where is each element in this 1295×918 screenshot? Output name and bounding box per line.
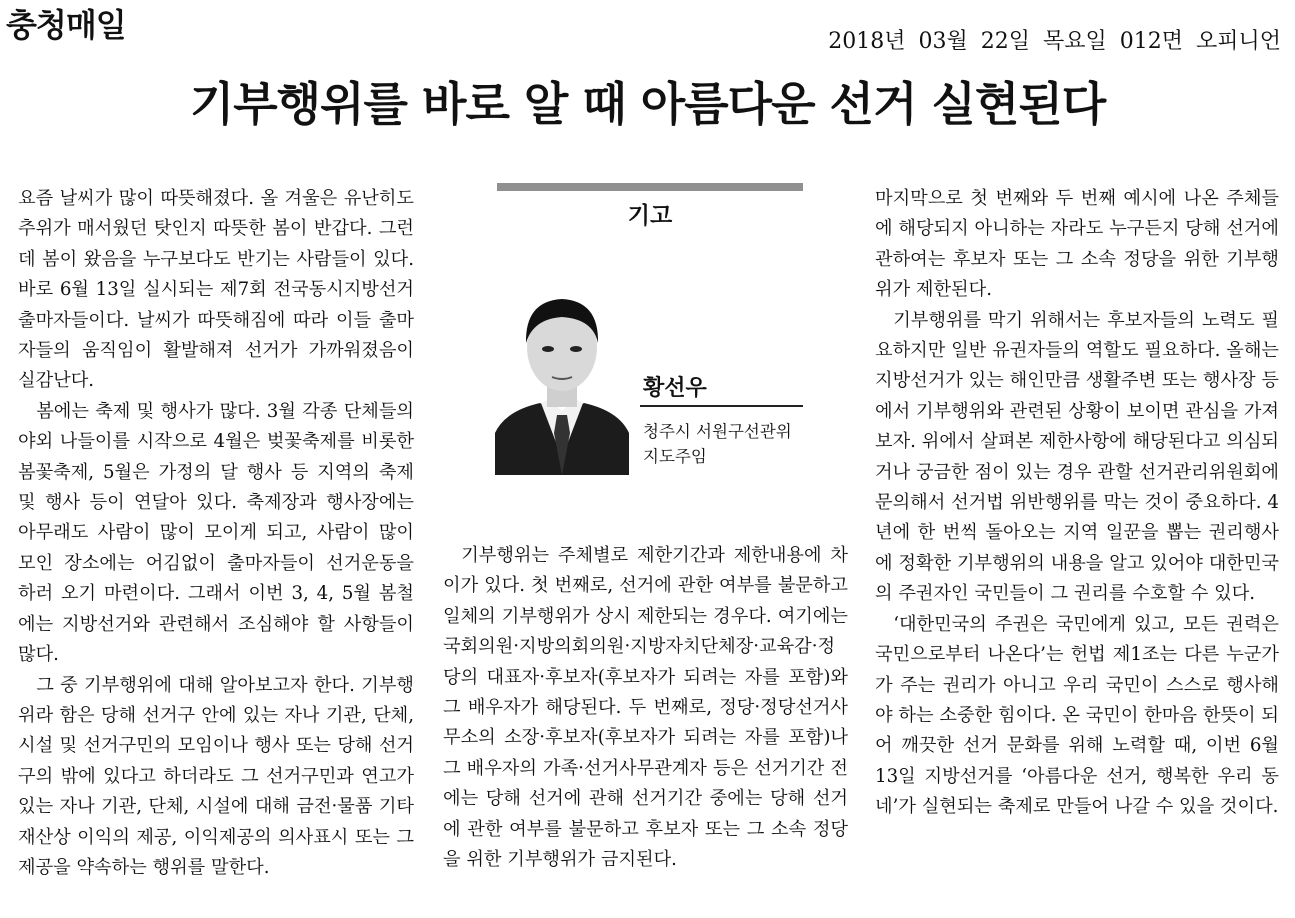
- newspaper-masthead: 충청매일: [6, 6, 126, 44]
- paragraph: ‘대한민국의 주권은 국민에게 있고, 모든 권력은 국민으로부터 나온다’는 헌법 제1조는 다른 누군가가 주는 권리가 아니고 우리 국민이 스스로 행사해야 하는 소중한 힘이다. 온 국민이 한마음 한뜻이 되어 깨끗한 선거 문화를 위해 노력할 때, 이번 6월 13일 지방선거를 ‘아름다운 선거, 행복한 우리 동네’가 실현되는 축제로 만들어 나갈 수 있을 것이다.: [875, 613, 1279, 818]
- author-name: 황선우: [643, 376, 707, 401]
- section-label: 기고: [627, 203, 673, 229]
- paragraph: 요즘 날씨가 많이 따뜻해졌다. 올 겨울은 유난히도 추위가 매서웠던 탓인지 따뜻한 봄이 반갑다. 그런데 봄이 왔음을 누구보다도 반기는 사람들이 있다. 바로 6월 13일 실시되는 제7회 전국동시지방선거 출마자들이다. 날씨가 따뜻해짐에 따라 이들 출마자들의 움직임이 활발해져 선거가 가까워졌음이 실감난다.: [18, 188, 414, 392]
- author-divider: [640, 405, 803, 407]
- article-column-3: [875, 184, 1279, 823]
- author-title-line: 청주시 서원구선관위: [643, 422, 792, 441]
- article-headline: 기부행위를 바로 알 때 아름다운 선거 실현된다: [189, 77, 1106, 131]
- author-portrait-image: [495, 283, 629, 475]
- author-title-line: 지도주임: [643, 447, 707, 466]
- dateline: 2018년 03월 22일 목요일 012면 오피니언: [828, 29, 1281, 54]
- author-title: [643, 419, 808, 469]
- paragraph: 기부행위를 막기 위해서는 후보자들의 노력도 필요하지만 일반 유권자들의 역할도 필요하다. 올해는 지방선거가 있는 해인만큼 생활주변 또는 행사장 등에서 기부행위와 관련된 상황이 보이면 관심을 가져보자. 위에서 살펴본 제한사항에 해당된다고 의심되거나 궁금한 점이 있는 경우 관할 선거관리위원회에 문의해서 선거법 위반행위를 막는 것이 중요하다. 4년에 한 번씩 돌아오는 지역 일꾼을 뽑는 권리행사에 정확한 기부행위의 내용을 알고 있어야 대한민국의 주권자인 국민들이 그 권리를 수호할 수 있다.: [875, 309, 1279, 605]
- paragraph: 기부행위는 주체별로 제한기간과 제한내용에 차이가 있다. 첫 번째로, 선거에 관한 여부를 불문하고 일체의 기부행위가 상시 제한되는 경우다. 여기에는 국회의원·지방의회의원·지방자치단체장·교육감·정당의 대표자·후보자(후보자가 되려는 자를 포함)와 그 배우자가 해당된다. 두 번째로, 정당·정당선거사무소의 소장·후보자(후보자가 되려는 자를 포함)나 그 배우자의 가족·선거사무관계자 등은 선거기간 전에는 당해 선거에 관해 선거기간 중에는 당해 선거에 관한 여부를 불문하고 후보자 또는 그 소속 정당을 위한 기부행위가 금지된다.: [443, 545, 848, 871]
- article-column-1: [18, 184, 414, 883]
- paragraph: 마지막으로 첫 번째와 두 번째 예시에 나온 주체들에 해당되지 아니하는 자라도 누구든지 당해 선거에 관하여는 후보자 또는 그 소속 정당을 위한 기부행위가 제한된다.: [875, 188, 1279, 301]
- section-divider: [497, 183, 803, 191]
- paragraph: 봄에는 축제 및 행사가 많다. 3월 각종 단체들의 야외 나들이를 시작으로 4월은 벚꽃축제를 비롯한 봄꽃축제, 5월은 가정의 달 행사 등 지역의 축제 및 행사 등이 연달아 있다. 축제장과 행사장에는 아무래도 사람이 많이 모이게 되고, 사람이 많이 모인 장소에는 어김없이 출마자들이 선거운동을 하러 오기 마련이다. 그래서 이번 3, 4, 5월 봄철에는 지방선거와 관련해서 조심해야 할 사항들이 많다.: [18, 400, 414, 666]
- article-column-2: [443, 541, 848, 875]
- author-photo: [495, 283, 629, 475]
- paragraph: 그 중 기부행위에 대해 알아보고자 한다. 기부행위라 함은 당해 선거구 안에 있는 자나 기관, 단체, 시설 및 선거구민의 모임이나 행사 또는 당해 선거구의 밖에 있다고 하더라도 그 선거구민과 연고가 있는 자나 기관, 단체, 시설에 대해 금전·물품 기타 재산상 이익의 제공, 이익제공의 의사표시 또는 그 제공을 약속하는 행위를 말한다.: [18, 674, 414, 878]
